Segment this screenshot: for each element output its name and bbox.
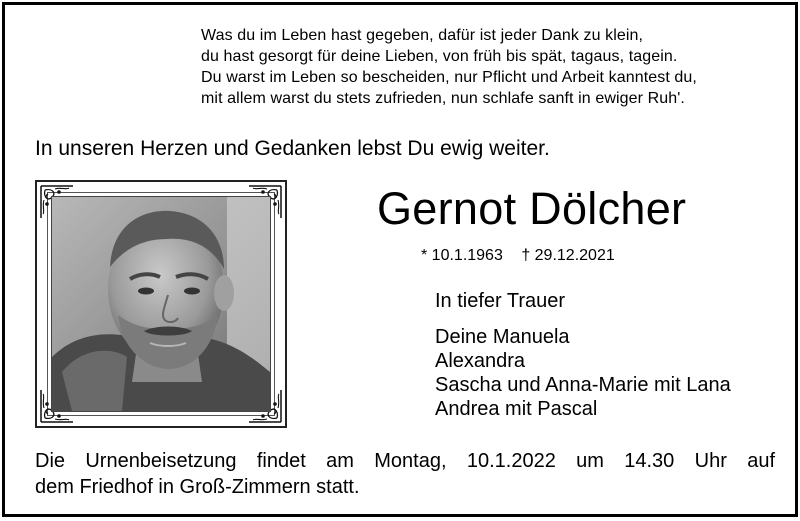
mourning-intro: In tiefer Trauer	[435, 290, 566, 312]
burial-notice-line: dem Friedhof in Groß-Zimmern statt.	[35, 476, 360, 498]
poem	[201, 25, 697, 109]
birth-date: * 10.1.1963	[421, 247, 503, 264]
poem-line: mit allem warst du stets zufrieden, nun schlafe sanft in ewiger Ruh'.	[201, 90, 685, 107]
poem-line: Du warst im Leben so bescheiden, nur Pflicht und Arbeit kanntest du,	[201, 69, 697, 86]
mourners-list	[435, 325, 731, 421]
burial-notice-line: Die Urnenbeisetzung findet am Montag, 10.1.2022 um 14.30 Uhr auf	[35, 450, 775, 472]
portrait-frame	[35, 180, 287, 428]
mourner: Deine Manuela	[435, 326, 570, 348]
mourner: Sascha und Anna-Marie mit Lana	[435, 374, 731, 396]
deceased-name: Gernot Dölcher	[377, 183, 687, 234]
poem-line: du hast gesorgt für deine Lieben, von früh bis spät, tagaus, tagein.	[201, 48, 678, 65]
portrait-image	[52, 197, 270, 411]
life-dates	[421, 247, 629, 265]
death-date: † 29.12.2021	[521, 247, 615, 264]
portrait-photo	[51, 196, 271, 412]
mourner: Alexandra	[435, 350, 526, 372]
burial-notice	[35, 448, 775, 500]
memory-line: In unseren Herzen und Gedanken lebst Du ewig weiter.	[35, 137, 550, 160]
mourner: Andrea mit Pascal	[435, 398, 598, 420]
obituary-card	[2, 2, 798, 517]
poem-line: Was du im Leben hast gegeben, dafür ist jeder Dank zu klein,	[201, 27, 644, 44]
